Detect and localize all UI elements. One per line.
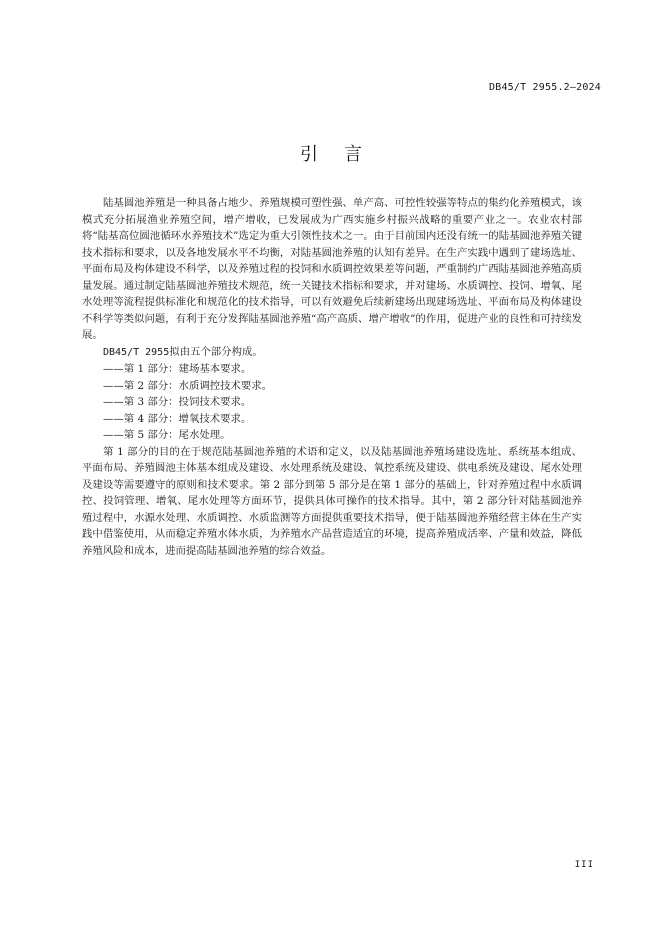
intro-paragraph-2 bbox=[82, 344, 582, 362]
part-list-item-5: ——第 5 部分：尾水处理。 bbox=[103, 429, 231, 441]
intro-paragraph-1: 陆基圆池养殖是一种具备占地少、养殖规模可塑性强、单产高、可控性较强等特点的集约化养殖模式，该模式充分拓展渔业养殖空间，增产增收，已发展成为广西实施乡村振兴战略的重要产业之一。农业农村部将“陆基高位圆池循环水养殖技术”选定为重大引领性技术之一。由于目前国内还没有统一的陆基圆池养殖关键技术指标和要求，以及各地发展水平不均衡，对陆基圆池养殖的认知有差异。在生产实践中遇到了建场选址、平面布局及构体建设不科学，以及养殖过程的投饲和水质调控效果差等问题，严重制约广西陆基圆池养殖高质量发展。通过制定陆基圆池养殖技术规范，统一关键技术指标和要求，并对建场、水质调控、投饲、增氧、尾水处理等流程提供标准化和规范化的技术指导，可以有效避免后续新建场出现建场选址、平面布局及构体建设不科学等类似问题，有利于充分发挥陆基圆池养殖“高产高质、增产增收”的作用，促进产业的良性和可持续发展。 bbox=[82, 197, 582, 341]
part-list-item-4: ——第 4 部分：增氧技术要求。 bbox=[103, 412, 252, 425]
part-list-item-3: ——第 3 部分：投饲技术要求。 bbox=[103, 396, 252, 408]
page-number: III bbox=[574, 860, 594, 870]
intro-paragraph-2-text: 拟由五个部分构成。 bbox=[169, 345, 263, 358]
intro-paragraph-3: 第 1 部分的目的在于规范陆基圆池养殖的术语和定义，以及陆基圆池养殖场建设选址、系统基本组成、平面布局、养殖圆池主体基本组成及建设、水处理系统及建设、氧控系统及建设、供电系统及建设、尾水处理及建设等需要遵守的原则和技术要求。第 2 部分到第 5 部分是在第 1 部分的基础上，针对养殖过程中水质调控、投饲管理、增氧、尾水处理等方面环节，提供具体可操作的技术指导。其中，第 2 部分针对陆基圆池养殖过程中，水源水处理、水质调控、水质监测等方面提供重要技术指导，便于陆基圆池养殖经营主体在生产实践中借鉴使用，从而稳定养殖水体水质，为养殖水产品营造适宜的环境，提高养殖成活率、产量和效益，降低养殖风险和成本，进而提高陆基圆池养殖的综合效益。 bbox=[82, 445, 582, 557]
part-list-item-1: ——第 1 部分：建场基本要求。 bbox=[103, 363, 252, 375]
part-list-item-2: ——第 2 部分：水质调控技术要求。 bbox=[103, 379, 273, 392]
document-body bbox=[82, 195, 582, 559]
standard-code-header: DB45/T 2955.2—2024 bbox=[489, 82, 601, 93]
standard-code-inline: DB45/T 2955 bbox=[103, 346, 170, 358]
page-title: 引言 bbox=[300, 144, 388, 165]
